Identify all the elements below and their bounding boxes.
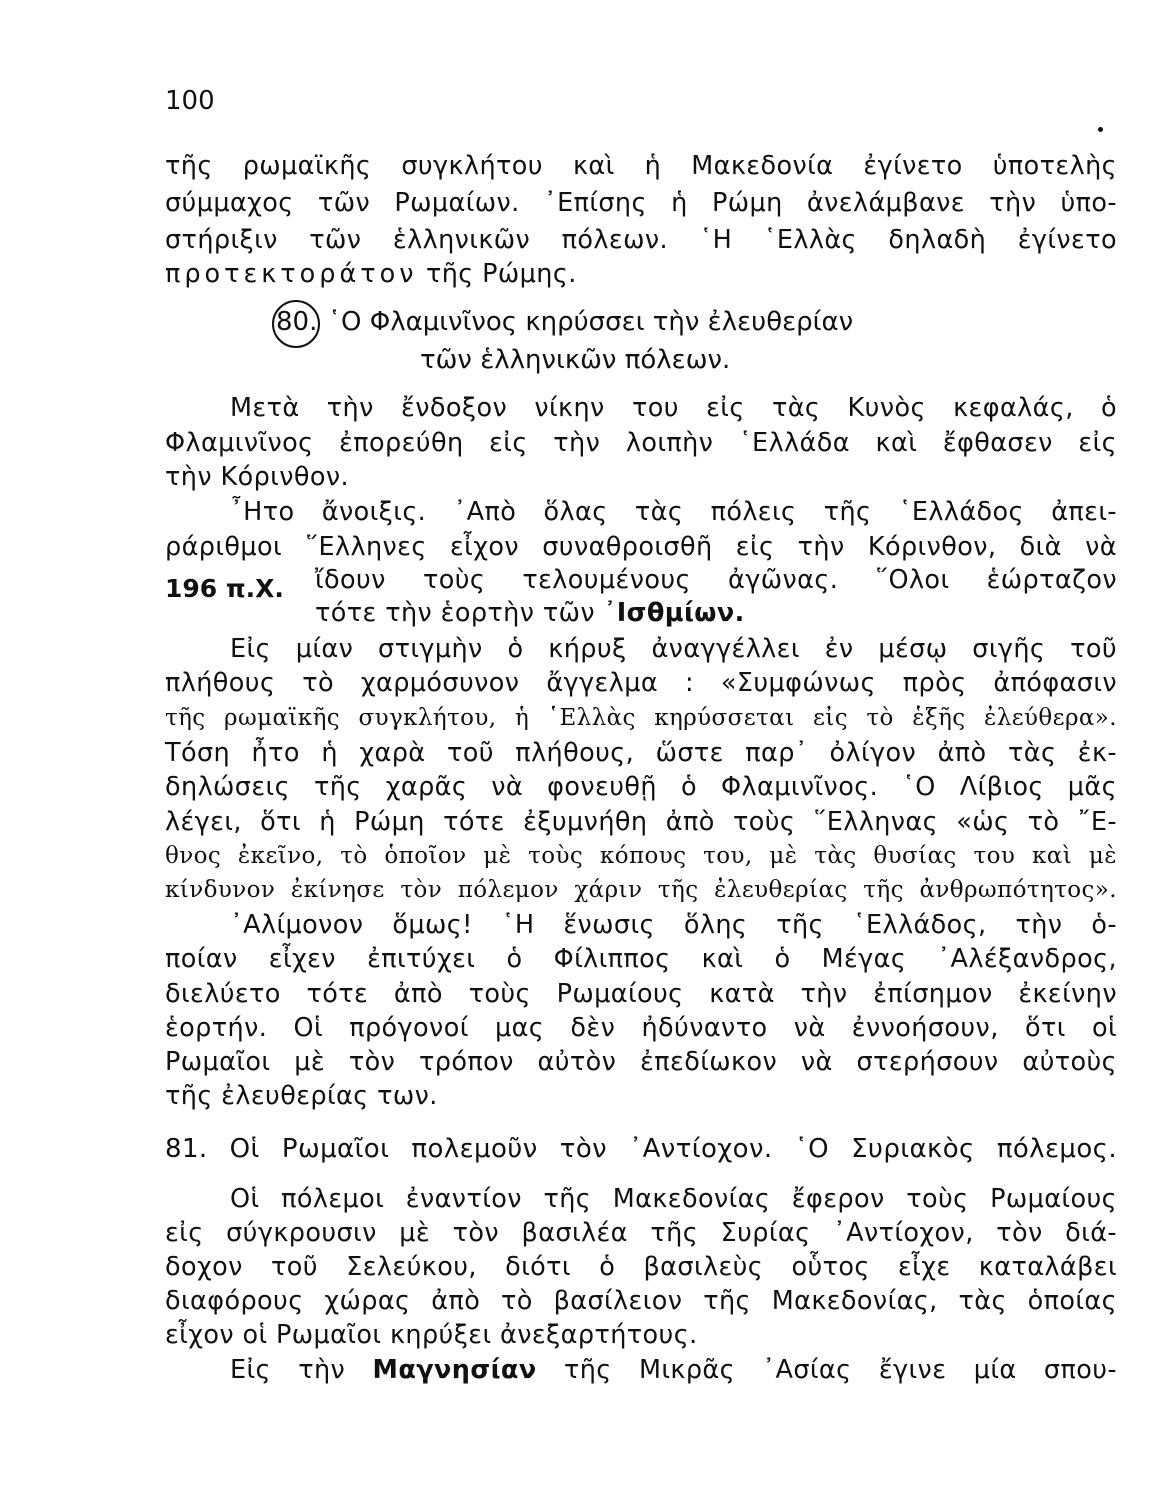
text-line: τὴν Κόρινθον. bbox=[165, 462, 349, 492]
ink-dot bbox=[1098, 127, 1103, 132]
text-line: ῏Ητο ἄνοιξις. ᾿Απὸ ὅλας τὰς πόλεις τῆς ῾Ελλάδος ἀπει- bbox=[230, 497, 1117, 527]
text-line: κίνδυνον ἐκίνησε τὸν πόλεμον χάριν τῆς ἐλευθερίας τῆς ἀνθρωπότητος». bbox=[165, 877, 1117, 903]
text-line: θνος ἐκεῖνο, τὸ ὁποῖον μὲ τοὺς κόπους του, μὲ τὰς θυσίας του καὶ μὲ bbox=[165, 843, 1117, 869]
text-line: Φλαμινῖνος ἐπορεύθη εἰς τὴν λοιπὴν ῾Ελλάδα καὶ ἔφθασεν εἰς bbox=[165, 428, 1117, 458]
text-line: σύμμαχος τῶν Ρωμαίων. ᾿Επίσης ἡ Ρώμη ἀνελάμβανε τὴν ὑπο- bbox=[165, 188, 1117, 218]
text-line: Ρωμαῖοι μὲ τὸν τρόπον αὐτὸν ἐπεδίωκον νὰ στερήσουν αὐτοὺς bbox=[165, 1047, 1117, 1077]
text-line: διελύετο τότε ἀπὸ τοὺς Ρωμαίους κατὰ τὴν ἐπίσημον ἐκείνην bbox=[165, 979, 1117, 1009]
text-line bbox=[230, 1354, 1117, 1387]
text-line: Εἰς μίαν στιγμὴν ὁ κήρυξ ἀναγγέλλει ἐν μέσῳ σιγῆς τοῦ bbox=[230, 634, 1117, 664]
text-line bbox=[315, 597, 745, 630]
text-fragment: τῆς Μικρᾶς ᾿Ασίας ἔγινε μία σπου- bbox=[563, 1355, 1117, 1385]
text-fragment: Εἰς τὴν bbox=[230, 1355, 346, 1385]
protectorate-word: προτεκτοράτον bbox=[165, 259, 418, 289]
text-line: τῆς ἐλευθερίας των. bbox=[165, 1081, 438, 1111]
text-line: διαφόρους χώρας ἀπὸ τὸ βασίλειον τῆς Μακεδονίας, τὰς ὁποίας bbox=[165, 1286, 1117, 1316]
text-line: Οἱ πόλεμοι ἐναντίον τῆς Μακεδονίας ἔφερον τοὺς Ρωμαίους bbox=[230, 1184, 1117, 1214]
text-line bbox=[165, 258, 577, 291]
text-line: ᾿Αλίμονον ὅμως! ῾Η ἕνωσις ὅλης τῆς ῾Ελλάδος, τὴν ὁ- bbox=[230, 910, 1117, 940]
section-80-number: 80. bbox=[276, 307, 318, 337]
text-line: ράριθμοι ῞Ελληνες εἶχον συναθροισθῆ εἰς τὴν Κόρινθον, διὰ νὰ bbox=[165, 532, 1117, 562]
text-line: λέγει, ὅτι ἡ Ρώμη τότε ἐξυμνήθη ἀπὸ τοὺς ῞Ελληνας «ὡς τὸ ῎Ε- bbox=[165, 807, 1117, 837]
text-line: δηλώσεις τῆς χαρᾶς νὰ φονευθῇ ὁ Φλαμινῖνος. ῾Ο Λίβιος μᾶς bbox=[165, 772, 1117, 802]
section-81-title: 81. Οἱ Ρωμαῖοι πολεμοῦν τὸν ᾿Αντίοχον. ῾Ο Συριακὸς πόλεμος. bbox=[165, 1134, 1117, 1164]
section-80-title: ῾Ο Φλαμινῖνος κηρύσσει τὴν ἐλευθερίαν bbox=[328, 307, 854, 337]
text-fragment: τότε τὴν ἑορτὴν τῶν bbox=[315, 598, 596, 628]
section-80-title-cont: τῶν ἑλληνικῶν πόλεων. bbox=[420, 345, 731, 375]
isthmia-word: ᾿Ισθμίων. bbox=[603, 598, 745, 628]
text-line: εἰς σύγκρουσιν μὲ τὸν βασιλέα τῆς Συρίας ᾿Αντίοχον, τὸν διά- bbox=[165, 1218, 1117, 1248]
text-line: δοχον τοῦ Σελεύκου, διότι ὁ βασιλεὺς οὗτος εἶχε καταλάβει bbox=[165, 1252, 1117, 1282]
text-line: Τόση ἦτο ἡ χαρὰ τοῦ πλήθους, ὥστε παρ᾿ ὀλίγον ἀπὸ τὰς ἐκ- bbox=[165, 738, 1117, 768]
text-line: πλήθους τὸ χαρμόσυνον ἄγγελμα : «Συμφώνως πρὸς ἀπόφασιν bbox=[165, 668, 1117, 698]
text-fragment: τῆς Ρώμης. bbox=[425, 259, 577, 289]
text-line: ἴδουν τοὺς τελουμένους ἀγῶνας. ῞Ολοι ἑώρταζον bbox=[315, 565, 1117, 595]
text-line: τῆς ρωμαϊκῆς συγκλήτου, ἡ ῾Ελλὰς κηρύσσεται εἰς τὸ ἑξῆς ἐλεύθερα». bbox=[165, 705, 1117, 731]
text-line: ποίαν εἶχεν ἐπιτύχει ὁ Φίλιππος καὶ ὁ Μέγας ᾿Αλέξανδρος, bbox=[165, 944, 1117, 974]
margin-date: 196 π.Χ. bbox=[165, 574, 284, 603]
text-line: ἑορτήν. Οἱ πρόγονοί μας δὲν ἠδύναντο νὰ ἐννοήσουν, ὅτι οἱ bbox=[165, 1013, 1117, 1043]
text-line: τῆς ρωμαϊκῆς συγκλήτου καὶ ἡ Μακεδονία ἐγίνετο ὑποτελὴς bbox=[165, 151, 1117, 181]
text-line: στήριξιν τῶν ἑλληνικῶν πόλεων. ῾Η ῾Ελλὰς δηλαδὴ ἐγίνετο bbox=[165, 225, 1117, 255]
page-number: 100 bbox=[165, 86, 215, 116]
magnesia-word: Μαγνησίαν bbox=[372, 1355, 537, 1385]
text-line: Μετὰ τὴν ἔνδοξον νίκην του εἰς τὰς Κυνὸς κεφαλάς, ὁ bbox=[230, 393, 1117, 423]
text-line: εἶχον οἱ Ρωμαῖοι κηρύξει ἀνεξαρτήτους. bbox=[165, 1320, 698, 1350]
